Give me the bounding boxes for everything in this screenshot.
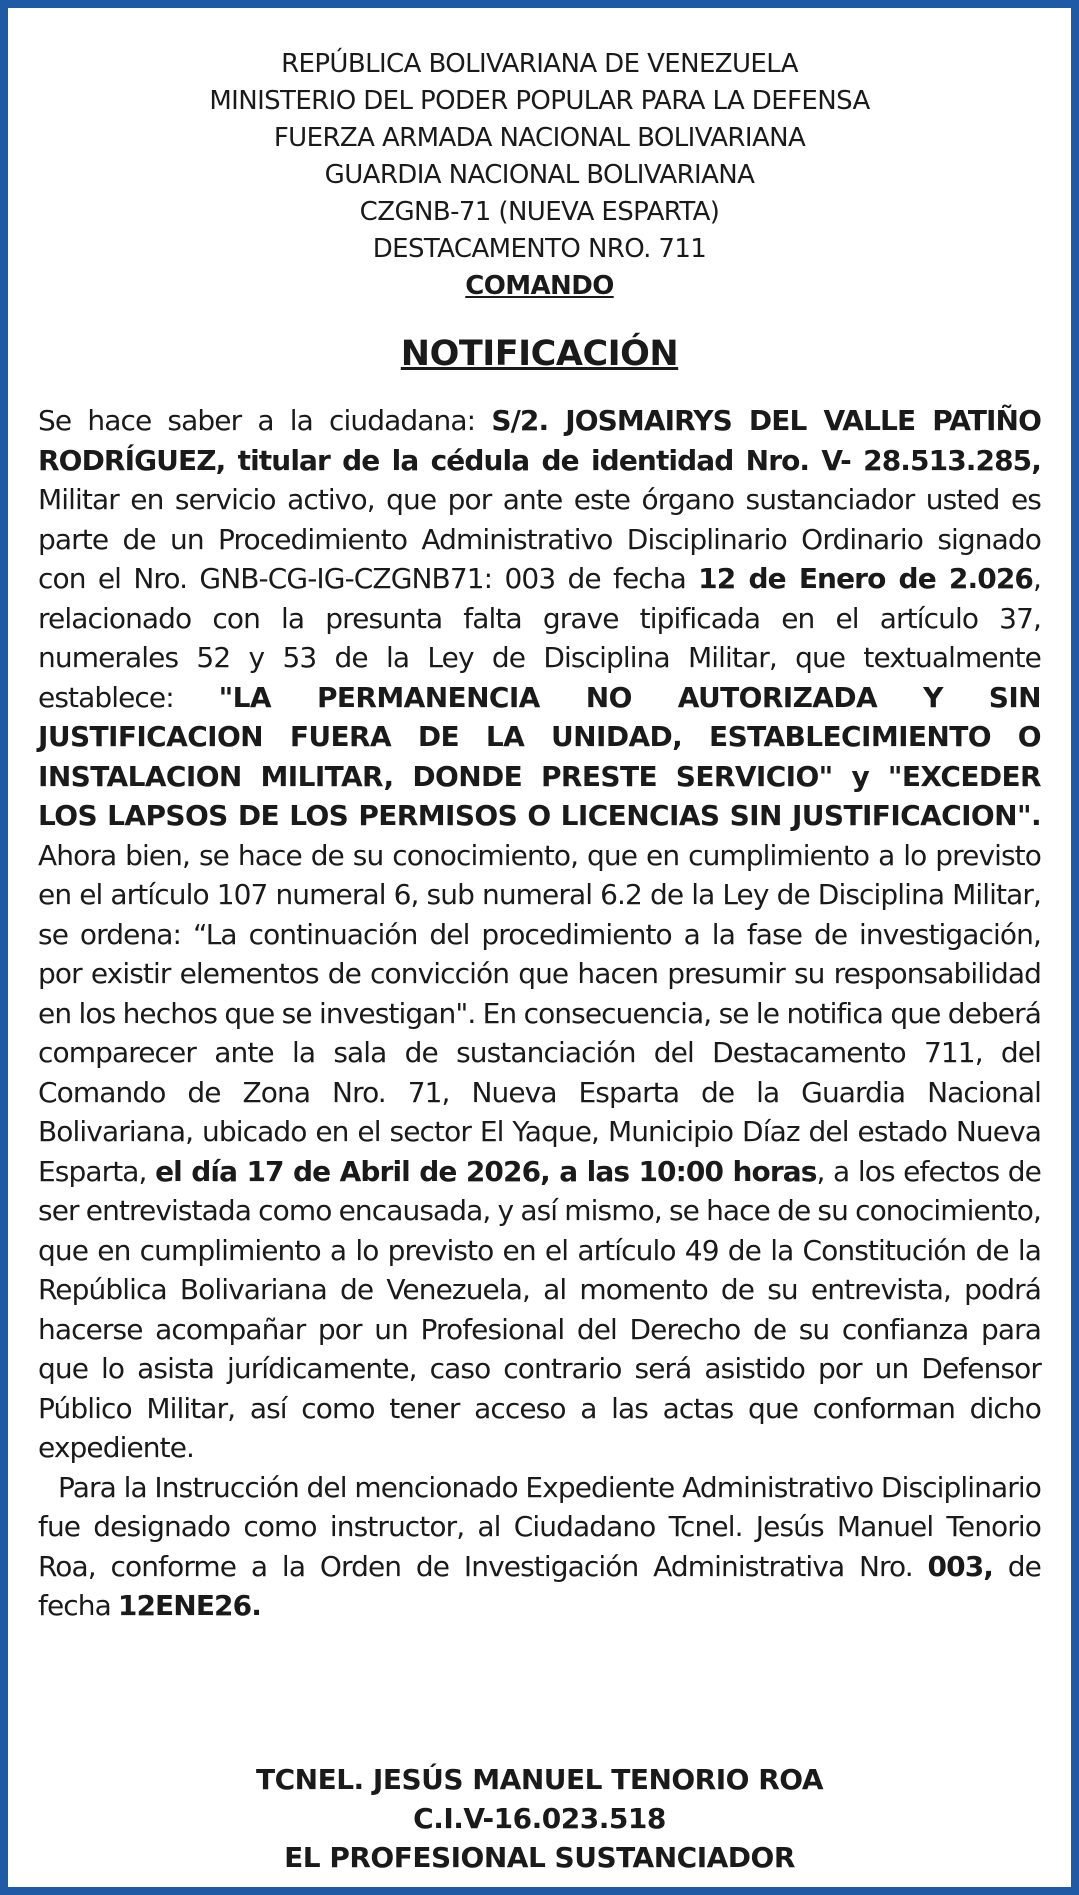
p1-bold-offense: "LA PERMANENCIA NO AUTORIZADA Y SIN JUSTIFICACION FUERA DE LA UNIDAD, ESTABLECIMIENTO O INSTALACION MILITAR, DONDE PRESTE SERVICIO" y "EXCEDER LOS LAPSOS DE LOS PERMISOS O LICENCIAS SIN JUSTIFICACION". <box>38 680 1041 832</box>
p2-bold-order-date: 12ENE26. <box>117 1589 261 1622</box>
notice-title: NOTIFICACIÓN <box>400 334 679 374</box>
header-line-ministry: MINISTERIO DEL PODER POPULAR PARA LA DEFENSA <box>209 86 870 116</box>
notice-body <box>38 401 1041 1626</box>
p1-text-1: Se hace saber a la ciudadana: <box>38 404 492 437</box>
p1-text-4: Ahora bien, se hace de su conocimiento, que en cumplimiento a lo previsto en el artículo 107 numeral 6, sub numeral 6.2 de la Ley de Disciplina Militar, se ordena: “La continuación del procedimiento a la fase de investigación, por existir elementos de convicción que hacen presumir su responsabilidad en los hechos que se investigan". En consecuencia, se le notifica que deberá comparecer ante la sala de sustanciación del Destacamento 711, del Comando de Zona Nro. 71, Nueva Esparta de la Guardia Nacional Bolivariana, ubicado en el sector El Yaque, Municipio Díaz del estado Nueva Esparta, <box>38 838 1041 1188</box>
header-line-national-guard: GUARDIA NACIONAL BOLIVARIANA <box>324 160 755 190</box>
letterhead <box>8 46 1071 305</box>
body-paragraph-2 <box>38 1468 1041 1626</box>
p1-bold-person: S/2. JOSMAIRYS DEL VALLE PATIÑO RODRÍGUEZ, titular de la cédula de identidad Nro. V- 28.513.285, <box>38 404 1041 477</box>
header-line-detachment: DESTACAMENTO NRO. 711 <box>372 234 707 264</box>
header-line-republic: REPÚBLICA BOLIVARIANA DE VENEZUELA <box>281 49 798 79</box>
signer-name: TCNEL. JESÚS MANUEL TENORIO ROA <box>256 1763 823 1796</box>
signer-id: C.I.V-16.023.518 <box>413 1802 666 1835</box>
p2-text-1: Para la Instrucción del mencionado Expediente Administrativo Disciplinario fue designado como instructor, al Ciudadano Tcnel. Jesús Manuel Tenorio Roa, conforme a la Orden de Investigación Administrativa Nro. <box>38 1470 1041 1583</box>
header-line-zone-command: CZGNB-71 (NUEVA ESPARTA) <box>359 197 720 227</box>
p2-text-2: de fecha <box>38 1549 1042 1622</box>
p1-text-3: , relacionado con la presunta falta grave tipificada en el artículo 37, numerales 52 y 53 de la Ley de Disciplina Militar, que textualmente establece: <box>38 562 1041 714</box>
p1-text-2: Militar en servicio activo, que por ante este órgano sustanciador usted es parte de un Procedimiento Administrativo Disciplinario Ordinario signado con el Nro. GNB-CG-IG-CZGNB71: 003 de fecha <box>38 483 1041 595</box>
p1-bold-appointment: el día 17 de Abril de 2026, a las 10:00 horas <box>155 1154 817 1188</box>
body-paragraph-1 <box>38 401 1041 1468</box>
p1-bold-date: 12 de Enero de 2.026 <box>698 562 1033 595</box>
header-line-armed-forces: FUERZA ARMADA NACIONAL BOLIVARIANA <box>273 123 806 153</box>
p1-text-5: , a los efectos de ser entrevistada como encausada, y así mismo, se hace de su conocimiento, que en cumplimiento a lo previsto en el artículo 49 de la Constitución de la República Bolivariana de Venezuela, al momento de su entrevista, podrá hacerse acompañar por un Profesional del Derecho de su confianza para que lo asista jurídicamente, caso contrario será asistido por un Defensor Público Militar, así como tener acceso a las actas que conforman dicho expediente. <box>38 1154 1041 1464</box>
header-command: COMANDO <box>465 271 614 301</box>
signature-block <box>8 1760 1071 1877</box>
p2-bold-order-number: 003, <box>927 1549 994 1583</box>
signer-role: EL PROFESIONAL SUSTANCIADOR <box>284 1841 795 1874</box>
